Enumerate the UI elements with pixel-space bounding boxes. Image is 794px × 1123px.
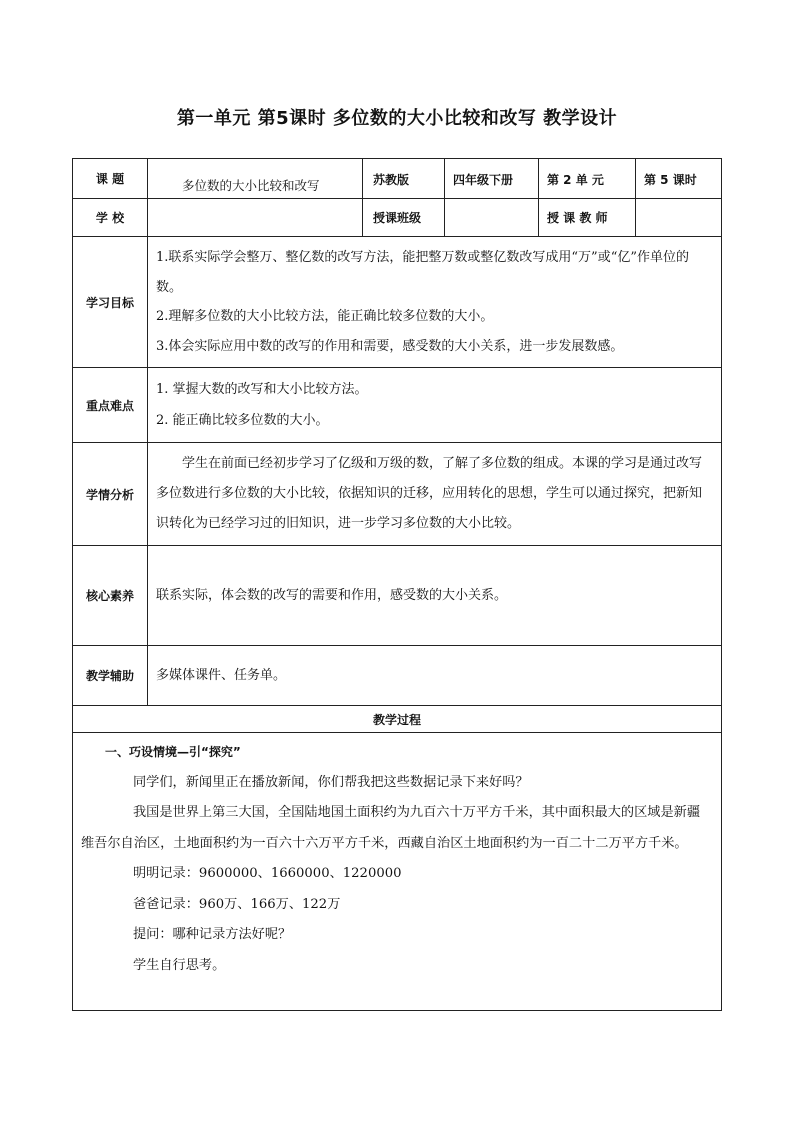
lesson-plan-table (72, 158, 722, 1011)
teacher-label: 授 课 教 师 (539, 199, 636, 237)
topic-value: 多位数的大小比较和改写 (148, 159, 363, 199)
core-text: 联系实际，体会数的改写的需要和作用，感受数的大小关系。 (148, 546, 722, 646)
aids-row (73, 646, 722, 706)
class-label: 授课班级 (363, 199, 445, 237)
core-row (73, 546, 722, 646)
key-point-item: 2. 能正确比较多位数的大小。 (156, 413, 329, 428)
class-value (445, 199, 539, 237)
key-points-row (73, 368, 722, 443)
teacher-value (636, 199, 722, 237)
aids-text: 多媒体课件、任务单。 (148, 646, 722, 706)
aids-label: 教学辅助 (73, 646, 148, 706)
analysis-row (73, 443, 722, 546)
process-header-row (73, 706, 722, 733)
goal-item: 1.联系实际学会整万、整亿数的改写方法，能把整万数或整亿数改写成用“万”或“亿”作单位的数。 (156, 250, 689, 295)
header-row-school (73, 199, 722, 237)
core-label: 核心素养 (73, 546, 148, 646)
goals-row (73, 237, 722, 368)
process-paragraph: 同学们，新闻里正在播放新闻，你们帮我把这些数据记录下来好吗？ (133, 774, 529, 790)
process-content (73, 733, 722, 1011)
process-row (73, 733, 722, 1011)
section-title: 一、巧设情境—引“探究” (105, 745, 241, 759)
process-paragraph: 我国是世界上第三大国，全国陆地国土面积约为九百六十万平方千米，其中面积最大的区域是新疆维吾尔自治区，土地面积约为一百六十六万平方千米，西藏自治区土地面积约为一百二十二万平方千米。 (81, 805, 701, 851)
document-title: 第一单元 第5课时 多位数的大小比较和改写 教学设计 (176, 108, 618, 129)
goal-item: 3.体会实际应用中数的改写的作用和需要，感受数的大小关系，进一步发展数感。 (156, 338, 624, 354)
school-value (148, 199, 363, 237)
header-row-topic (73, 159, 722, 199)
unit-cell: 第 2 单 元 (539, 159, 636, 199)
analysis-text: 学生在前面已经初步学习了亿级和万级的数，了解了多位数的组成。本课的学习是通过改写多位数进行多位数的大小比较，依据知识的迁移，应用转化的思想，学生可以通过探究，把新知识转化为已经学习过的旧知识，进一步学习多位数的大小比较。 (148, 443, 722, 546)
edition-cell: 苏教版 (363, 159, 445, 199)
question: 提问：哪种记录方法好呢？ (133, 927, 292, 942)
key-points-label: 重点难点 (73, 368, 148, 443)
analysis-label: 学情分析 (73, 443, 148, 546)
goals-content (148, 237, 722, 368)
grade-cell: 四年级下册 (445, 159, 539, 199)
record-dad: 爸爸记录：960万、166万、122万 (133, 896, 341, 912)
key-point-item: 1. 掌握大数的改写和大小比较方法。 (156, 382, 368, 397)
topic-label: 课 题 (73, 159, 148, 199)
student-task: 学生自行思考。 (133, 957, 226, 973)
goals-label: 学习目标 (73, 237, 148, 368)
record-ming: 明明记录：9600000、1660000、1220000 (133, 866, 402, 881)
key-points-content (148, 368, 722, 443)
lesson-cell: 第 5 课时 (636, 159, 722, 199)
school-label: 学 校 (73, 199, 148, 237)
goal-item: 2.理解多位数的大小比较方法，能正确比较多位数的大小。 (156, 309, 494, 324)
process-header: 教学过程 (73, 706, 722, 733)
